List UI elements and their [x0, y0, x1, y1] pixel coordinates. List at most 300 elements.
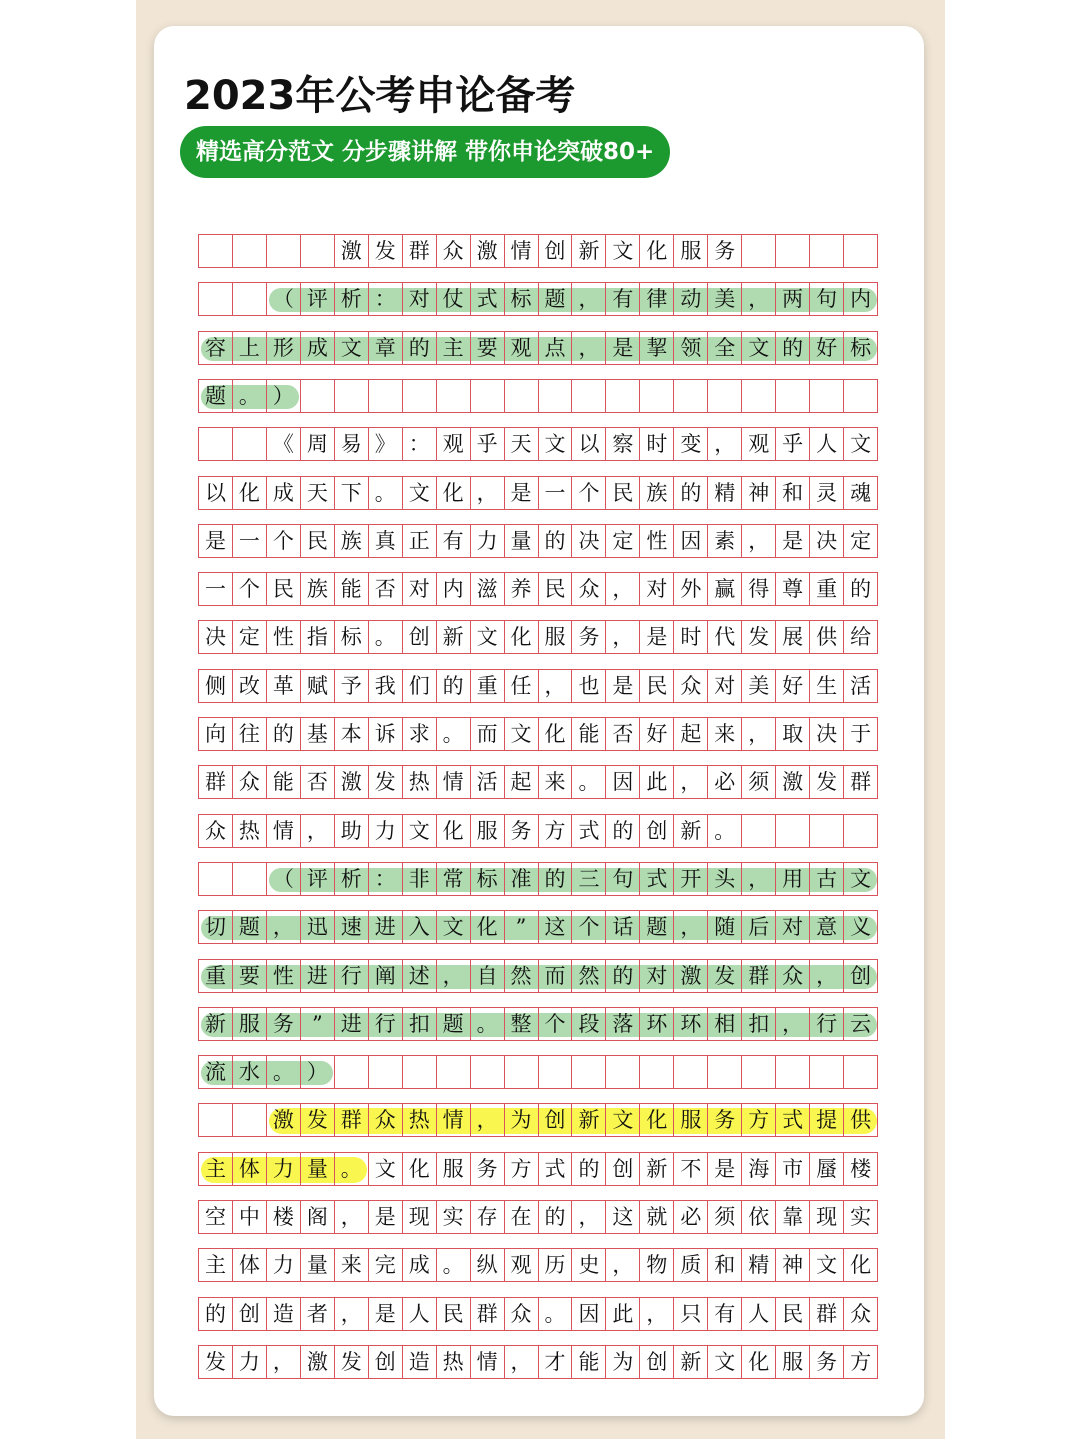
grid-character: 服 [544, 624, 566, 649]
grid-cell [776, 332, 810, 364]
grid-character: ， [578, 335, 600, 360]
grid-cell [471, 960, 505, 992]
grid-cell [844, 718, 878, 750]
grid-character: 于 [850, 721, 872, 746]
grid-cell [369, 1249, 403, 1281]
grid-cell [776, 815, 810, 847]
grid-character: 群 [816, 1301, 838, 1326]
grid-character: 活 [476, 769, 498, 794]
grid-character: 是 [510, 480, 532, 505]
grid-character: 活 [850, 673, 872, 698]
grid-cell [674, 283, 708, 315]
grid-cell [539, 1298, 573, 1330]
grid-cell [640, 670, 674, 702]
grid-cell [708, 573, 742, 605]
grid-character: 。 [476, 1011, 498, 1036]
grid-character: 进 [340, 1011, 362, 1036]
grid-character: 民 [612, 480, 634, 505]
grid-cell [267, 428, 301, 460]
grid-character: 。 [238, 383, 260, 408]
grid-character: 激 [782, 769, 804, 794]
grid-cell [267, 815, 301, 847]
grid-cell [369, 670, 403, 702]
grid-cell [674, 1056, 708, 1088]
grid-cell [335, 621, 369, 653]
grid-character: ， [476, 480, 498, 505]
grid-character: 点 [544, 335, 566, 360]
grid-character: 众 [680, 673, 702, 698]
grid-cell [233, 428, 267, 460]
grid-character: 个 [544, 1011, 566, 1036]
grid-cell [572, 718, 606, 750]
grid-cell [471, 1249, 505, 1281]
grid-cell [403, 283, 437, 315]
grid-cell [810, 573, 844, 605]
grid-cell [606, 960, 640, 992]
grid-character: 落 [612, 1011, 634, 1036]
grid-cell [844, 235, 878, 267]
grid-character: 题 [204, 383, 226, 408]
grid-character: 纵 [476, 1252, 498, 1277]
grid-character: 者 [306, 1301, 328, 1326]
grid-cell [674, 332, 708, 364]
grid-cell [233, 621, 267, 653]
grid-character: 是 [714, 1156, 736, 1181]
grid-cell [606, 766, 640, 798]
grid-character: 群 [748, 963, 770, 988]
grid-character: 热 [408, 769, 430, 794]
grid-cell [437, 815, 471, 847]
grid-cell [437, 863, 471, 895]
grid-character: 化 [238, 480, 260, 505]
grid-character: 美 [748, 673, 770, 698]
grid-cell [640, 911, 674, 943]
grid-cell [437, 1201, 471, 1233]
grid-cell [640, 1104, 674, 1136]
grid-character: 务 [714, 1107, 736, 1132]
grid-cell [505, 1298, 539, 1330]
grid-cell [742, 428, 776, 460]
grid-cell [369, 718, 403, 750]
grid-cell [335, 1056, 369, 1088]
grid-cell [267, 283, 301, 315]
grid-character: 化 [442, 818, 464, 843]
grid-cell [437, 380, 471, 412]
grid-cell [199, 621, 233, 653]
grid-cell [708, 1346, 742, 1378]
grid-character: 服 [680, 1107, 702, 1132]
grid-cell [335, 428, 369, 460]
grid-cell [606, 1056, 640, 1088]
grid-cell [708, 1153, 742, 1185]
grid-character: 非 [408, 866, 430, 891]
grid-character: 化 [850, 1252, 872, 1277]
grid-character: 重 [476, 673, 498, 698]
grid-cell [674, 863, 708, 895]
grid-character: 助 [340, 818, 362, 843]
grid-character: ” [515, 914, 527, 939]
grid-character: 有 [612, 286, 634, 311]
grid-character: 造 [408, 1349, 430, 1374]
grid-cell [403, 911, 437, 943]
grid-cell [369, 1056, 403, 1088]
grid-character: 精 [748, 1252, 770, 1277]
grid-cell [708, 525, 742, 557]
grid-cell [199, 1249, 233, 1281]
grid-character: 标 [510, 286, 532, 311]
grid-cell [640, 525, 674, 557]
grid-character: 观 [748, 431, 770, 456]
grid-cell [233, 815, 267, 847]
grid-character: 定 [612, 528, 634, 553]
grid-cell [742, 525, 776, 557]
grid-character: 民 [272, 576, 294, 601]
grid-cell [267, 380, 301, 412]
grid-cell [844, 1008, 878, 1040]
grid-cell [776, 525, 810, 557]
grid-character: 《 [272, 431, 294, 456]
grid-cell [539, 477, 573, 509]
grid-cell [369, 1298, 403, 1330]
grid-cell [403, 1249, 437, 1281]
grid-character: 民 [782, 1301, 804, 1326]
grid-character: 热 [408, 1107, 430, 1132]
grid-character: 因 [680, 528, 702, 553]
grid-character: 养 [510, 576, 532, 601]
grid-character: ， [476, 1107, 498, 1132]
grid-character: 是 [646, 624, 668, 649]
grid-character: 化 [476, 914, 498, 939]
grid-character: ， [578, 1204, 600, 1229]
grid-row [198, 379, 878, 413]
grid-cell [606, 621, 640, 653]
grid-cell [742, 1056, 776, 1088]
grid-character: 内 [850, 286, 872, 311]
grid-character: 全 [714, 335, 736, 360]
grid-character: 众 [510, 1301, 532, 1326]
grid-cell [505, 283, 539, 315]
grid-cell [335, 380, 369, 412]
grid-cell [471, 428, 505, 460]
grid-cell [403, 573, 437, 605]
grid-character: 文 [442, 914, 464, 939]
grid-character: 美 [714, 286, 736, 311]
grid-cell [403, 1056, 437, 1088]
grid-cell [403, 766, 437, 798]
grid-character: 创 [408, 624, 430, 649]
grid-character: 服 [442, 1156, 464, 1181]
grid-character: 向 [204, 721, 226, 746]
grid-character: 新 [680, 1349, 702, 1374]
grid-cell [572, 525, 606, 557]
grid-cell [810, 1249, 844, 1281]
grid-cell [708, 863, 742, 895]
grid-cell [810, 1008, 844, 1040]
grid-character: 激 [272, 1107, 294, 1132]
grid-character: 然 [510, 963, 532, 988]
grid-character: 空 [204, 1204, 226, 1229]
grid-cell [471, 573, 505, 605]
grid-character: ， [612, 624, 634, 649]
grid-character: 我 [374, 673, 396, 698]
grid-cell [742, 815, 776, 847]
grid-cell [437, 525, 471, 557]
grid-character: 题 [646, 914, 668, 939]
grid-character: 此 [646, 769, 668, 794]
grid-character: 来 [714, 721, 736, 746]
grid-cell [199, 1008, 233, 1040]
grid-cell [301, 1249, 335, 1281]
grid-cell [674, 718, 708, 750]
grid-cell [539, 766, 573, 798]
grid-character: 民 [646, 673, 668, 698]
grid-row [198, 1345, 878, 1379]
grid-cell [335, 1153, 369, 1185]
grid-character: 服 [476, 818, 498, 843]
grid-character: 务 [578, 624, 600, 649]
grid-cell [369, 1104, 403, 1136]
grid-cell [301, 1298, 335, 1330]
grid-character: 挈 [646, 335, 668, 360]
grid-cell [810, 1298, 844, 1330]
grid-cell [267, 235, 301, 267]
grid-character: 群 [204, 769, 226, 794]
grid-cell [572, 1249, 606, 1281]
grid-character: （ [272, 866, 294, 891]
grid-character: 而 [476, 721, 498, 746]
grid-cell [674, 815, 708, 847]
grid-cell [674, 1201, 708, 1233]
grid-cell [572, 1008, 606, 1040]
grid-cell [539, 380, 573, 412]
grid-character: 好 [782, 673, 804, 698]
grid-character: ， [816, 963, 838, 988]
grid-cell [606, 670, 640, 702]
grid-cell [640, 960, 674, 992]
grid-character: 供 [816, 624, 838, 649]
grid-row [198, 427, 878, 461]
grid-cell [335, 766, 369, 798]
grid-character: 好 [646, 721, 668, 746]
grid-cell [844, 1201, 878, 1233]
grid-character: 们 [408, 673, 430, 698]
grid-cell [606, 1201, 640, 1233]
grid-character: 对 [782, 914, 804, 939]
grid-cell [403, 1104, 437, 1136]
grid-cell [572, 960, 606, 992]
grid-cell [369, 380, 403, 412]
grid-character: 个 [272, 528, 294, 553]
grid-character: 群 [850, 769, 872, 794]
grid-character: 阐 [374, 963, 396, 988]
grid-character: 依 [748, 1204, 770, 1229]
grid-character: 民 [306, 528, 328, 553]
grid-character: 的 [204, 1301, 226, 1326]
grid-character: 来 [340, 1252, 362, 1277]
grid-cell [199, 1346, 233, 1378]
grid-character: 评 [306, 866, 328, 891]
grid-cell [810, 911, 844, 943]
grid-cell [708, 815, 742, 847]
grid-cell [233, 960, 267, 992]
grid-cell [471, 1056, 505, 1088]
grid-cell [335, 1008, 369, 1040]
grid-character: 头 [714, 866, 736, 891]
grid-character: 重 [204, 963, 226, 988]
grid-cell [844, 1056, 878, 1088]
grid-cell [301, 428, 335, 460]
grid-cell [708, 380, 742, 412]
grid-cell [369, 766, 403, 798]
grid-cell [776, 1104, 810, 1136]
grid-character: 领 [680, 335, 702, 360]
grid-cell [539, 621, 573, 653]
grid-character: 古 [816, 866, 838, 891]
grid-cell [640, 283, 674, 315]
grid-character: 的 [544, 1204, 566, 1229]
grid-cell [437, 670, 471, 702]
grid-cell [572, 380, 606, 412]
grid-character: 群 [408, 238, 430, 263]
grid-cell [199, 283, 233, 315]
grid-cell [844, 1346, 878, 1378]
grid-character: ， [306, 818, 328, 843]
grid-cell [572, 1346, 606, 1378]
grid-character: 创 [374, 1349, 396, 1374]
grid-character: 式 [544, 1156, 566, 1181]
grid-character: 三 [578, 866, 600, 891]
grid-cell [267, 573, 301, 605]
grid-cell [776, 718, 810, 750]
grid-cell [233, 332, 267, 364]
grid-character: 新 [646, 1156, 668, 1181]
grid-character: 须 [714, 1204, 736, 1229]
grid-cell [572, 1104, 606, 1136]
grid-cell [267, 670, 301, 702]
grid-character: 定 [238, 624, 260, 649]
grid-character: 众 [374, 1107, 396, 1132]
grid-character: 革 [272, 673, 294, 698]
grid-cell [539, 960, 573, 992]
grid-character: 量 [306, 1156, 328, 1181]
grid-cell [301, 1008, 335, 1040]
grid-character: 史 [578, 1252, 600, 1277]
grid-character: 性 [646, 528, 668, 553]
grid-character: 题 [442, 1011, 464, 1036]
grid-character: 阁 [306, 1204, 328, 1229]
grid-character: 主 [442, 335, 464, 360]
grid-cell [810, 718, 844, 750]
grid-cell [708, 718, 742, 750]
grid-cell [674, 1346, 708, 1378]
grid-character: 量 [306, 1252, 328, 1277]
grid-character: 指 [306, 624, 328, 649]
grid-character: 情 [442, 769, 464, 794]
grid-character: 是 [782, 528, 804, 553]
grid-cell [742, 670, 776, 702]
grid-character: 文 [544, 431, 566, 456]
grid-cell [606, 718, 640, 750]
grid-cell [301, 766, 335, 798]
grid-cell [708, 283, 742, 315]
grid-cell [471, 911, 505, 943]
grid-character: 对 [646, 576, 668, 601]
grid-character: 以 [578, 431, 600, 456]
grid-cell [742, 332, 776, 364]
grid-character: 创 [612, 1156, 634, 1181]
grid-character: 述 [408, 963, 430, 988]
grid-cell [776, 1249, 810, 1281]
grid-character: 成 [272, 480, 294, 505]
grid-character: 的 [544, 528, 566, 553]
grid-cell [505, 1104, 539, 1136]
grid-cell [539, 1008, 573, 1040]
grid-character: 众 [850, 1301, 872, 1326]
grid-character: 易 [340, 431, 362, 456]
grid-cell [267, 1008, 301, 1040]
grid-character: 造 [272, 1301, 294, 1326]
grid-cell [403, 960, 437, 992]
grid-cell [572, 1298, 606, 1330]
grid-character: 化 [408, 1156, 430, 1181]
grid-character: 往 [238, 721, 260, 746]
grid-cell [437, 235, 471, 267]
grid-cell [776, 766, 810, 798]
grid-character: 力 [272, 1252, 294, 1277]
grid-cell [844, 960, 878, 992]
grid-cell [606, 332, 640, 364]
grid-character: 这 [612, 1204, 634, 1229]
grid-character: 务 [510, 818, 532, 843]
grid-character: 神 [748, 480, 770, 505]
grid-cell [335, 863, 369, 895]
grid-cell [539, 235, 573, 267]
grid-cell [301, 477, 335, 509]
grid-character: 进 [374, 914, 396, 939]
grid-row [198, 620, 878, 654]
grid-character: 能 [578, 721, 600, 746]
grid-character: 众 [442, 238, 464, 263]
grid-cell [572, 1201, 606, 1233]
grid-cell [742, 621, 776, 653]
grid-cell [267, 1056, 301, 1088]
grid-cell [403, 1008, 437, 1040]
grid-cell [369, 332, 403, 364]
grid-cell [572, 235, 606, 267]
grid-cell [539, 863, 573, 895]
grid-character: 主 [204, 1156, 226, 1181]
grid-character: 律 [646, 286, 668, 311]
grid-character: 物 [646, 1252, 668, 1277]
grid-cell [471, 815, 505, 847]
grid-character: 给 [850, 624, 872, 649]
grid-character: 变 [680, 431, 702, 456]
grid-cell [776, 380, 810, 412]
grid-character: 服 [680, 238, 702, 263]
grid-cell [572, 911, 606, 943]
grid-cell [572, 863, 606, 895]
grid-character: 式 [782, 1107, 804, 1132]
grid-cell [233, 235, 267, 267]
grid-character: 创 [850, 963, 872, 988]
grid-cell [742, 1346, 776, 1378]
grid-cell [199, 428, 233, 460]
grid-cell [199, 235, 233, 267]
grid-cell [572, 428, 606, 460]
grid-cell [437, 766, 471, 798]
grid-cell [199, 332, 233, 364]
grid-cell [810, 1201, 844, 1233]
